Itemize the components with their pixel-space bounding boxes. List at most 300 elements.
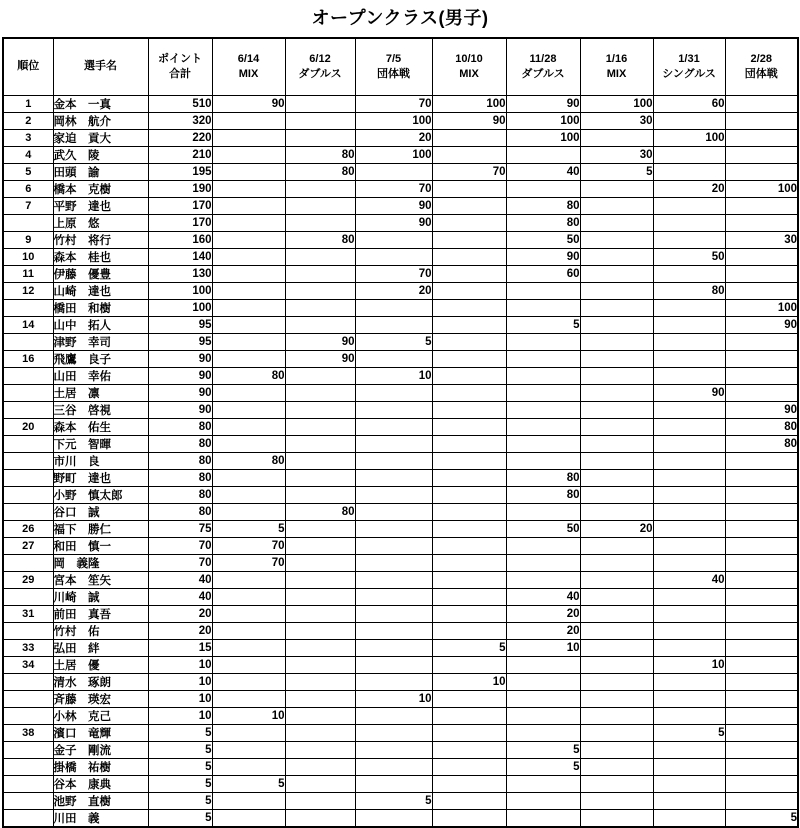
score-cell-7 — [725, 282, 798, 299]
score-cell-4 — [506, 180, 580, 197]
score-cell-5 — [580, 486, 653, 503]
header-line-2: 合計 — [169, 67, 191, 80]
header-line-1: ポイント — [158, 52, 202, 65]
score-cell-4 — [506, 673, 580, 690]
score-cell-0 — [212, 197, 285, 214]
points-table — [2, 37, 799, 828]
score-cell-0 — [212, 588, 285, 605]
name-cell: 前田 真吾 — [53, 605, 148, 622]
rank-cell — [3, 401, 53, 418]
score-cell-2 — [355, 639, 432, 656]
score-cell-1 — [285, 537, 355, 554]
table-row — [3, 452, 798, 469]
table-row — [3, 146, 798, 163]
rank-cell: 7 — [3, 197, 53, 214]
score-cell-5 — [580, 588, 653, 605]
score-cell-4 — [506, 656, 580, 673]
score-cell-6 — [653, 350, 725, 367]
score-cell-4 — [506, 775, 580, 792]
score-cell-7 — [725, 265, 798, 282]
score-cell-0: 70 — [212, 537, 285, 554]
score-cell-3 — [432, 367, 506, 384]
score-cell-6 — [653, 605, 725, 622]
score-cell-3 — [432, 503, 506, 520]
score-cell-3 — [432, 248, 506, 265]
total-cell: 20 — [148, 605, 212, 622]
score-cell-5 — [580, 571, 653, 588]
score-cell-2 — [355, 707, 432, 724]
score-cell-4 — [506, 299, 580, 316]
score-cell-3 — [432, 452, 506, 469]
column-header-1 — [53, 38, 148, 95]
score-cell-3 — [432, 384, 506, 401]
table-header — [3, 38, 798, 95]
score-cell-5 — [580, 401, 653, 418]
score-cell-2 — [355, 673, 432, 690]
name-cell: 武久 陵 — [53, 146, 148, 163]
column-header-10 — [725, 38, 798, 95]
table-row — [3, 112, 798, 129]
score-cell-5 — [580, 265, 653, 282]
score-cell-5 — [580, 435, 653, 452]
rank-cell — [3, 367, 53, 384]
name-cell: 土居 凛 — [53, 384, 148, 401]
score-cell-4: 20 — [506, 605, 580, 622]
score-cell-6 — [653, 163, 725, 180]
score-cell-7 — [725, 333, 798, 350]
score-cell-5: 20 — [580, 520, 653, 537]
table-row — [3, 163, 798, 180]
score-cell-5 — [580, 299, 653, 316]
table-row — [3, 503, 798, 520]
total-cell: 40 — [148, 571, 212, 588]
score-cell-3 — [432, 350, 506, 367]
name-cell: 平野 達也 — [53, 197, 148, 214]
rank-cell: 14 — [3, 316, 53, 333]
score-cell-1 — [285, 690, 355, 707]
score-cell-2 — [355, 554, 432, 571]
total-cell: 170 — [148, 214, 212, 231]
score-cell-4: 20 — [506, 622, 580, 639]
score-cell-0 — [212, 758, 285, 775]
score-cell-4: 5 — [506, 741, 580, 758]
score-cell-0 — [212, 792, 285, 809]
score-cell-7 — [725, 248, 798, 265]
total-cell: 100 — [148, 299, 212, 316]
score-cell-2: 100 — [355, 146, 432, 163]
name-cell: 下元 智暉 — [53, 435, 148, 452]
rank-cell: 3 — [3, 129, 53, 146]
name-cell: 竹村 将行 — [53, 231, 148, 248]
score-cell-7: 90 — [725, 401, 798, 418]
score-cell-0 — [212, 809, 285, 827]
rank-cell: 11 — [3, 265, 53, 282]
total-cell: 20 — [148, 622, 212, 639]
score-cell-1 — [285, 367, 355, 384]
name-cell: 野町 達也 — [53, 469, 148, 486]
score-cell-1 — [285, 401, 355, 418]
rank-cell: 20 — [3, 418, 53, 435]
score-cell-7 — [725, 758, 798, 775]
name-cell: 小林 克己 — [53, 707, 148, 724]
score-cell-3 — [432, 809, 506, 827]
rank-cell — [3, 673, 53, 690]
header-line-1: 順位 — [17, 60, 40, 73]
score-cell-1 — [285, 673, 355, 690]
score-cell-6: 90 — [653, 384, 725, 401]
score-cell-1 — [285, 197, 355, 214]
total-cell: 70 — [148, 537, 212, 554]
score-cell-7: 90 — [725, 316, 798, 333]
score-cell-7 — [725, 95, 798, 112]
score-cell-2 — [355, 248, 432, 265]
total-cell: 5 — [148, 775, 212, 792]
score-cell-5: 30 — [580, 112, 653, 129]
table-row — [3, 418, 798, 435]
score-cell-3 — [432, 656, 506, 673]
rank-cell: 33 — [3, 639, 53, 656]
score-cell-3 — [432, 197, 506, 214]
score-cell-1 — [285, 656, 355, 673]
total-cell: 80 — [148, 486, 212, 503]
score-cell-4 — [506, 537, 580, 554]
column-header-9 — [653, 38, 725, 95]
table-row — [3, 690, 798, 707]
score-cell-2: 5 — [355, 333, 432, 350]
total-cell: 10 — [148, 673, 212, 690]
score-cell-6 — [653, 452, 725, 469]
rank-cell — [3, 503, 53, 520]
score-cell-4 — [506, 282, 580, 299]
total-cell: 80 — [148, 435, 212, 452]
score-cell-6: 60 — [653, 95, 725, 112]
score-cell-4: 50 — [506, 520, 580, 537]
rank-cell — [3, 758, 53, 775]
score-cell-5 — [580, 724, 653, 741]
score-cell-0: 80 — [212, 452, 285, 469]
score-cell-2 — [355, 520, 432, 537]
score-cell-5 — [580, 656, 653, 673]
header-line-1: 1/16 — [605, 52, 628, 65]
score-cell-5 — [580, 469, 653, 486]
score-cell-0 — [212, 265, 285, 282]
rank-cell: 27 — [3, 537, 53, 554]
total-cell: 80 — [148, 418, 212, 435]
total-cell: 170 — [148, 197, 212, 214]
score-cell-3: 5 — [432, 639, 506, 656]
total-cell: 70 — [148, 554, 212, 571]
table-row — [3, 129, 798, 146]
score-cell-3 — [432, 231, 506, 248]
score-cell-4: 60 — [506, 265, 580, 282]
score-cell-1 — [285, 724, 355, 741]
rank-cell: 12 — [3, 282, 53, 299]
total-cell: 220 — [148, 129, 212, 146]
score-cell-6 — [653, 775, 725, 792]
table-row — [3, 350, 798, 367]
score-cell-5 — [580, 639, 653, 656]
score-cell-0 — [212, 384, 285, 401]
rank-cell — [3, 435, 53, 452]
score-cell-3 — [432, 401, 506, 418]
score-cell-1 — [285, 775, 355, 792]
score-cell-0 — [212, 299, 285, 316]
score-cell-5 — [580, 554, 653, 571]
score-cell-0: 80 — [212, 367, 285, 384]
header-line-1: 選手名 — [84, 60, 117, 73]
score-cell-6 — [653, 554, 725, 571]
score-cell-2 — [355, 299, 432, 316]
header-line-1: 2/28 — [750, 52, 772, 65]
score-cell-2 — [355, 741, 432, 758]
table-row — [3, 333, 798, 350]
name-cell: 谷口 誠 — [53, 503, 148, 520]
score-cell-2 — [355, 809, 432, 827]
score-cell-4: 10 — [506, 639, 580, 656]
score-cell-6 — [653, 435, 725, 452]
score-cell-1 — [285, 758, 355, 775]
score-cell-7: 80 — [725, 435, 798, 452]
score-cell-6 — [653, 265, 725, 282]
table-row — [3, 469, 798, 486]
rank-cell: 9 — [3, 231, 53, 248]
score-cell-5 — [580, 758, 653, 775]
name-cell: 金子 剛流 — [53, 741, 148, 758]
score-cell-4: 50 — [506, 231, 580, 248]
score-cell-0 — [212, 724, 285, 741]
score-cell-7 — [725, 112, 798, 129]
score-cell-4 — [506, 367, 580, 384]
total-cell: 80 — [148, 452, 212, 469]
name-cell: 橋田 和樹 — [53, 299, 148, 316]
score-cell-5 — [580, 129, 653, 146]
table-row — [3, 639, 798, 656]
score-cell-4: 5 — [506, 758, 580, 775]
rank-cell — [3, 622, 53, 639]
total-cell: 210 — [148, 146, 212, 163]
score-cell-2: 100 — [355, 112, 432, 129]
score-cell-6 — [653, 418, 725, 435]
score-cell-4: 80 — [506, 486, 580, 503]
score-cell-3 — [432, 775, 506, 792]
score-cell-5 — [580, 741, 653, 758]
score-cell-2 — [355, 401, 432, 418]
header-line-2: ダブルス — [298, 67, 342, 80]
total-cell: 100 — [148, 282, 212, 299]
table-body — [3, 95, 798, 827]
name-cell: 川崎 誠 — [53, 588, 148, 605]
score-cell-0 — [212, 333, 285, 350]
table-row — [3, 282, 798, 299]
score-cell-5 — [580, 384, 653, 401]
score-cell-2 — [355, 452, 432, 469]
score-cell-4: 80 — [506, 197, 580, 214]
score-cell-5 — [580, 605, 653, 622]
score-cell-3 — [432, 520, 506, 537]
score-cell-5 — [580, 690, 653, 707]
header-line-2: MIX — [606, 67, 627, 80]
name-cell: 池野 直樹 — [53, 792, 148, 809]
score-cell-2 — [355, 316, 432, 333]
score-cell-7: 80 — [725, 418, 798, 435]
table-row — [3, 214, 798, 231]
score-cell-4: 40 — [506, 588, 580, 605]
score-cell-1 — [285, 248, 355, 265]
total-cell: 75 — [148, 520, 212, 537]
score-cell-7 — [725, 741, 798, 758]
score-cell-0: 10 — [212, 707, 285, 724]
score-cell-6: 5 — [653, 724, 725, 741]
total-cell: 90 — [148, 367, 212, 384]
score-cell-1 — [285, 792, 355, 809]
score-cell-1: 80 — [285, 503, 355, 520]
score-cell-1 — [285, 384, 355, 401]
rank-cell — [3, 809, 53, 827]
score-cell-7 — [725, 707, 798, 724]
score-cell-1 — [285, 588, 355, 605]
score-cell-1 — [285, 299, 355, 316]
score-cell-4 — [506, 571, 580, 588]
score-cell-3 — [432, 554, 506, 571]
score-cell-6: 100 — [653, 129, 725, 146]
score-cell-6 — [653, 486, 725, 503]
score-cell-5: 30 — [580, 146, 653, 163]
score-cell-3 — [432, 792, 506, 809]
column-header-8 — [580, 38, 653, 95]
name-cell: 竹村 佑 — [53, 622, 148, 639]
score-cell-6 — [653, 367, 725, 384]
score-cell-4 — [506, 503, 580, 520]
score-cell-1 — [285, 622, 355, 639]
table-row — [3, 707, 798, 724]
score-cell-2 — [355, 656, 432, 673]
table-row — [3, 775, 798, 792]
score-cell-3 — [432, 214, 506, 231]
column-header-3 — [212, 38, 285, 95]
score-cell-0 — [212, 231, 285, 248]
score-cell-6 — [653, 231, 725, 248]
score-cell-6 — [653, 469, 725, 486]
score-cell-2 — [355, 775, 432, 792]
table-row — [3, 792, 798, 809]
score-cell-7 — [725, 605, 798, 622]
table-row — [3, 231, 798, 248]
score-cell-2: 5 — [355, 792, 432, 809]
score-cell-3 — [432, 435, 506, 452]
header-line-2: ダブルス — [521, 67, 565, 80]
score-cell-2: 70 — [355, 265, 432, 282]
table-row — [3, 622, 798, 639]
rank-cell: 5 — [3, 163, 53, 180]
score-cell-0 — [212, 656, 285, 673]
score-cell-1 — [285, 452, 355, 469]
score-cell-0 — [212, 435, 285, 452]
rank-cell — [3, 775, 53, 792]
score-cell-7 — [725, 469, 798, 486]
score-cell-1 — [285, 469, 355, 486]
score-cell-2 — [355, 605, 432, 622]
score-cell-0 — [212, 401, 285, 418]
score-cell-5 — [580, 248, 653, 265]
score-cell-0 — [212, 350, 285, 367]
table-row — [3, 673, 798, 690]
score-cell-2: 70 — [355, 180, 432, 197]
score-cell-6 — [653, 792, 725, 809]
score-cell-2: 90 — [355, 197, 432, 214]
table-row — [3, 180, 798, 197]
header-line-2: 団体戦 — [377, 67, 410, 80]
table-row — [3, 265, 798, 282]
total-cell: 5 — [148, 809, 212, 827]
score-cell-3 — [432, 622, 506, 639]
score-cell-3 — [432, 741, 506, 758]
table-row — [3, 384, 798, 401]
score-cell-2: 10 — [355, 690, 432, 707]
score-cell-5 — [580, 316, 653, 333]
score-cell-7 — [725, 350, 798, 367]
name-cell: 土居 優 — [53, 656, 148, 673]
score-cell-7: 100 — [725, 180, 798, 197]
name-cell: 掛橋 祐樹 — [53, 758, 148, 775]
rank-cell: 4 — [3, 146, 53, 163]
score-cell-3: 10 — [432, 673, 506, 690]
score-cell-4: 80 — [506, 469, 580, 486]
score-cell-5 — [580, 333, 653, 350]
total-cell: 160 — [148, 231, 212, 248]
score-cell-5 — [580, 775, 653, 792]
table-row — [3, 741, 798, 758]
score-cell-7 — [725, 129, 798, 146]
name-cell: 津野 幸司 — [53, 333, 148, 350]
header-line-2: MIX — [459, 67, 479, 80]
score-cell-0 — [212, 741, 285, 758]
score-cell-7 — [725, 146, 798, 163]
score-cell-2 — [355, 469, 432, 486]
total-cell: 140 — [148, 248, 212, 265]
score-cell-7 — [725, 452, 798, 469]
rank-cell — [3, 384, 53, 401]
rank-cell: 2 — [3, 112, 53, 129]
name-cell: 市川 良 — [53, 452, 148, 469]
score-cell-3: 100 — [432, 95, 506, 112]
score-cell-2: 20 — [355, 129, 432, 146]
page-title: オープンクラス(男子) — [311, 8, 489, 28]
score-cell-1 — [285, 809, 355, 827]
score-cell-5: 100 — [580, 95, 653, 112]
score-cell-5 — [580, 707, 653, 724]
score-cell-6: 80 — [653, 282, 725, 299]
score-cell-2 — [355, 588, 432, 605]
score-cell-1 — [285, 435, 355, 452]
score-cell-6 — [653, 622, 725, 639]
score-cell-4: 80 — [506, 214, 580, 231]
header-line-2: 団体戦 — [744, 67, 778, 80]
table-row — [3, 435, 798, 452]
score-cell-6 — [653, 112, 725, 129]
score-cell-5 — [580, 350, 653, 367]
table-row — [3, 95, 798, 112]
score-cell-4 — [506, 333, 580, 350]
score-cell-6 — [653, 146, 725, 163]
score-cell-7 — [725, 214, 798, 231]
rank-cell — [3, 707, 53, 724]
score-cell-0 — [212, 639, 285, 656]
score-cell-7 — [725, 571, 798, 588]
score-cell-4: 100 — [506, 112, 580, 129]
score-cell-1 — [285, 605, 355, 622]
score-cell-4: 40 — [506, 163, 580, 180]
column-header-4 — [285, 38, 355, 95]
